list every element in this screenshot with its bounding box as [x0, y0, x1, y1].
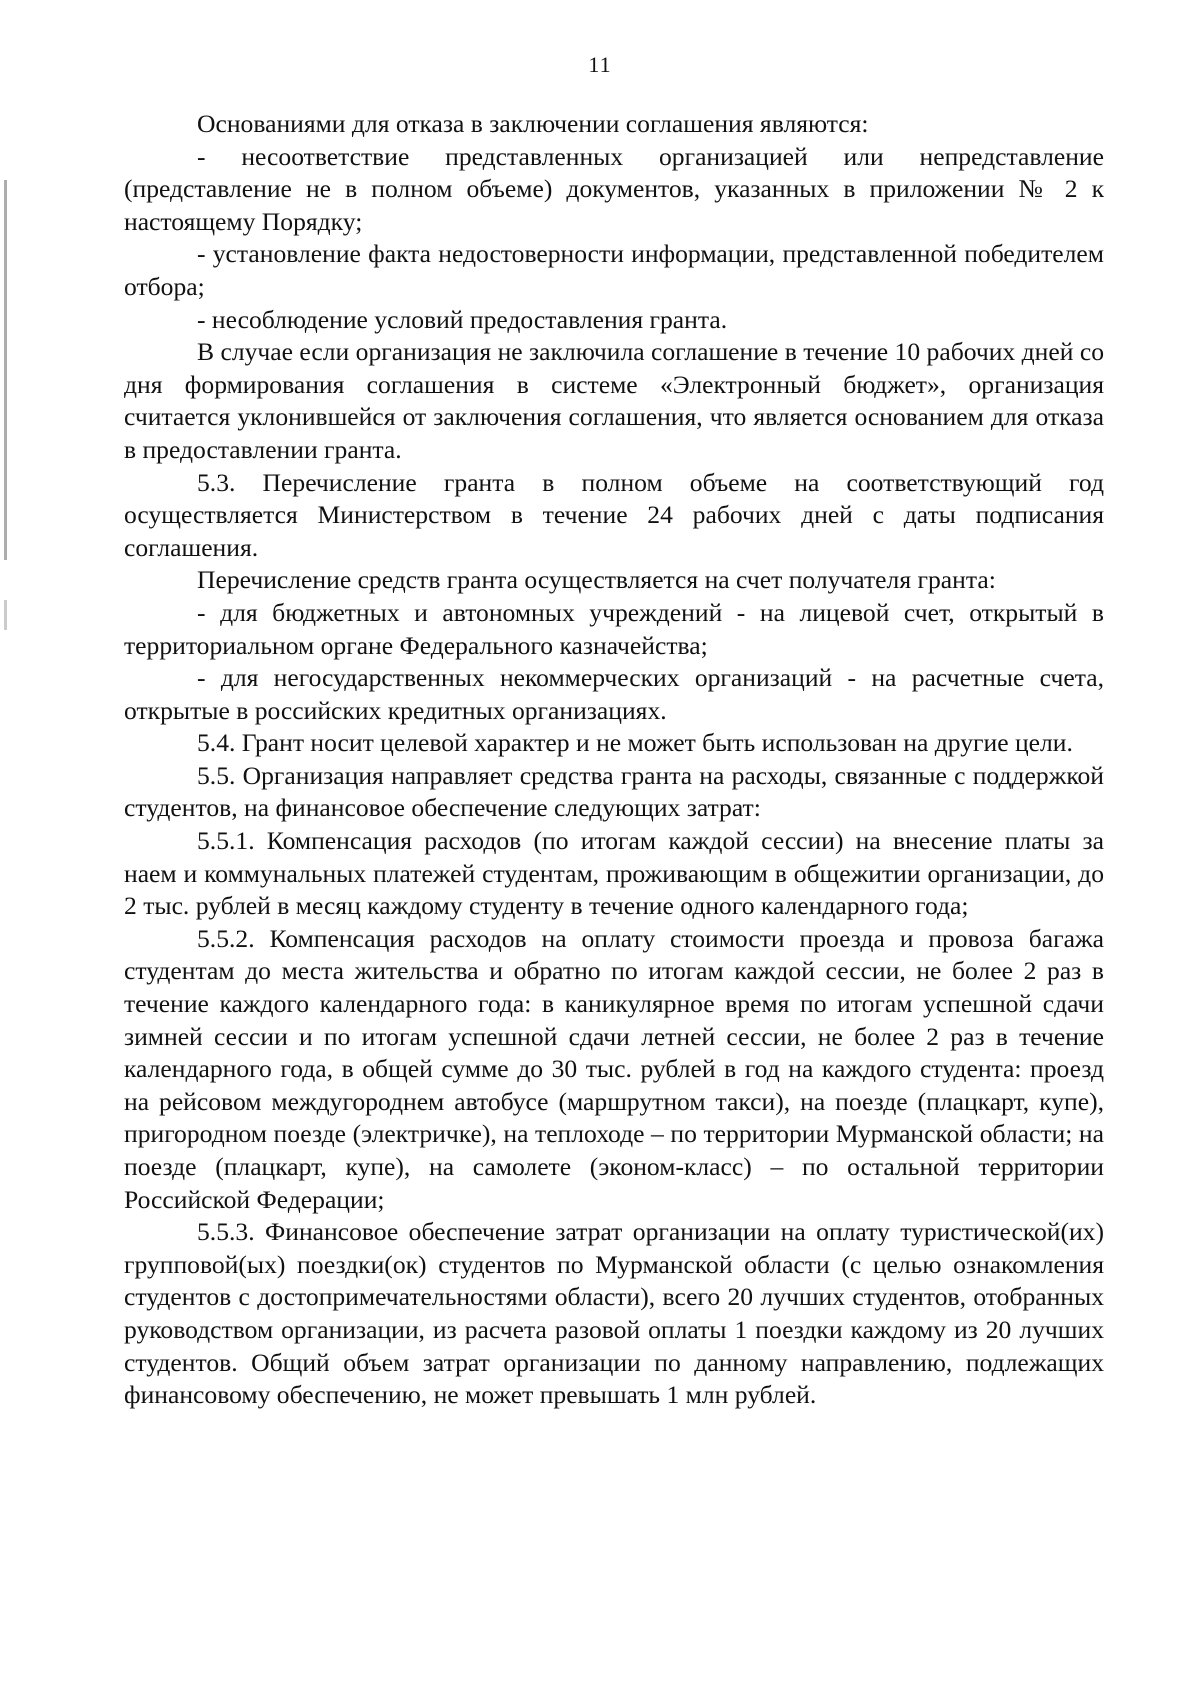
paragraph-agreement-evasion: В случае если организация не заключила соглашение в течение 10 рабочих дней со дня формирования соглашения в системе «Электронный бюджет», организация считается уклонившейся от заключения соглашения, что является основанием для отказа в предоставлении гранта.: [124, 337, 1104, 464]
document-body: [124, 108, 1104, 1412]
paragraph-item-budget-institutions: - для бюджетных и автономных учреждений - на лицевой счет, открытый в территориальном органе Федерального казначейства;: [124, 597, 1104, 660]
paragraph-item-documents: - несоответствие представленных организацией или непредставление (представление не в полном объеме) документов, указанных в приложении № 2 к настоящему Порядку;: [124, 141, 1104, 236]
paragraph-5-4: 5.4. Грант носит целевой характер и не может быть использован на другие цели.: [197, 728, 1073, 758]
paragraph-5-3: 5.3. Перечисление гранта в полном объеме на соответствующий год осуществляется Министерством в течение 24 рабочих дней с даты подписания соглашения.: [124, 467, 1104, 562]
paragraph-transfer-account: Перечисление средств гранта осуществляется на счет получателя гранта:: [197, 565, 996, 595]
page-number: 11: [588, 52, 612, 77]
paragraph-item-conditions: - несоблюдение условий предоставления гранта.: [197, 304, 728, 334]
paragraph-5-5-1: 5.5.1. Компенсация расходов (по итогам каждой сессии) на внесение платы за наем и коммунальных платежей студентам, проживающим в общежитии организации, до 2 тыс. рублей в месяц каждому студенту в течение одного календарного года;: [124, 826, 1104, 921]
paragraph-5-5-3: 5.5.3. Финансовое обеспечение затрат организации на оплату туристической(их) групповой(ых) поездки(ок) студентов по Мурманской области (с целью ознакомления студентов с достопримечательностями области), всего 20 лучших студентов, отобранных руководством организации, из расчета разовой оплаты 1 поездки каждому из 20 лучших студентов. Общий объем затрат организации по данному направлению, подлежащих финансовому обеспечению, не может превышать 1 млн рублей.: [124, 1217, 1104, 1410]
scan-edge-shadow: [4, 180, 7, 560]
paragraph-item-nonprofit-orgs: - для негосударственных некоммерческих организаций - на расчетные счета, открытые в российских кредитных организациях.: [124, 663, 1104, 725]
paragraph-refusal-grounds: Основаниями для отказа в заключении соглашения являются:: [197, 109, 869, 138]
scan-edge-shadow: [4, 600, 7, 630]
paragraph-5-5-2: 5.5.2. Компенсация расходов на оплату стоимости проезда и провоза багажа студентам до места жительства и обратно по итогам каждой сессии, не более 2 раз в течение каждого календарного года: в каникулярное время по итогам успешной сдачи зимней сессии и по итогам успешной сдачи летней сессии, не более 2 раз в течение календарного года, в общей сумме до 30 тыс. рублей в год на каждого студента: проезд на рейсовом междугороднем автобусе (маршрутном такси), на поезде (плацкарт, купе), пригородном поезде (электричке), на теплоходе – по территории Мурманской области; на поезде (плацкарт, купе), на самолете (эконом-класс) – по остальной территории Российской Федерации;: [124, 923, 1104, 1214]
paragraph-item-false-info: - установление факта недостоверности информации, представленной победителем отбора;: [124, 239, 1104, 301]
paragraph-5-5: 5.5. Организация направляет средства гранта на расходы, связанные с поддержкой студентов, на финансовое обеспечение следующих затрат:: [124, 760, 1104, 823]
